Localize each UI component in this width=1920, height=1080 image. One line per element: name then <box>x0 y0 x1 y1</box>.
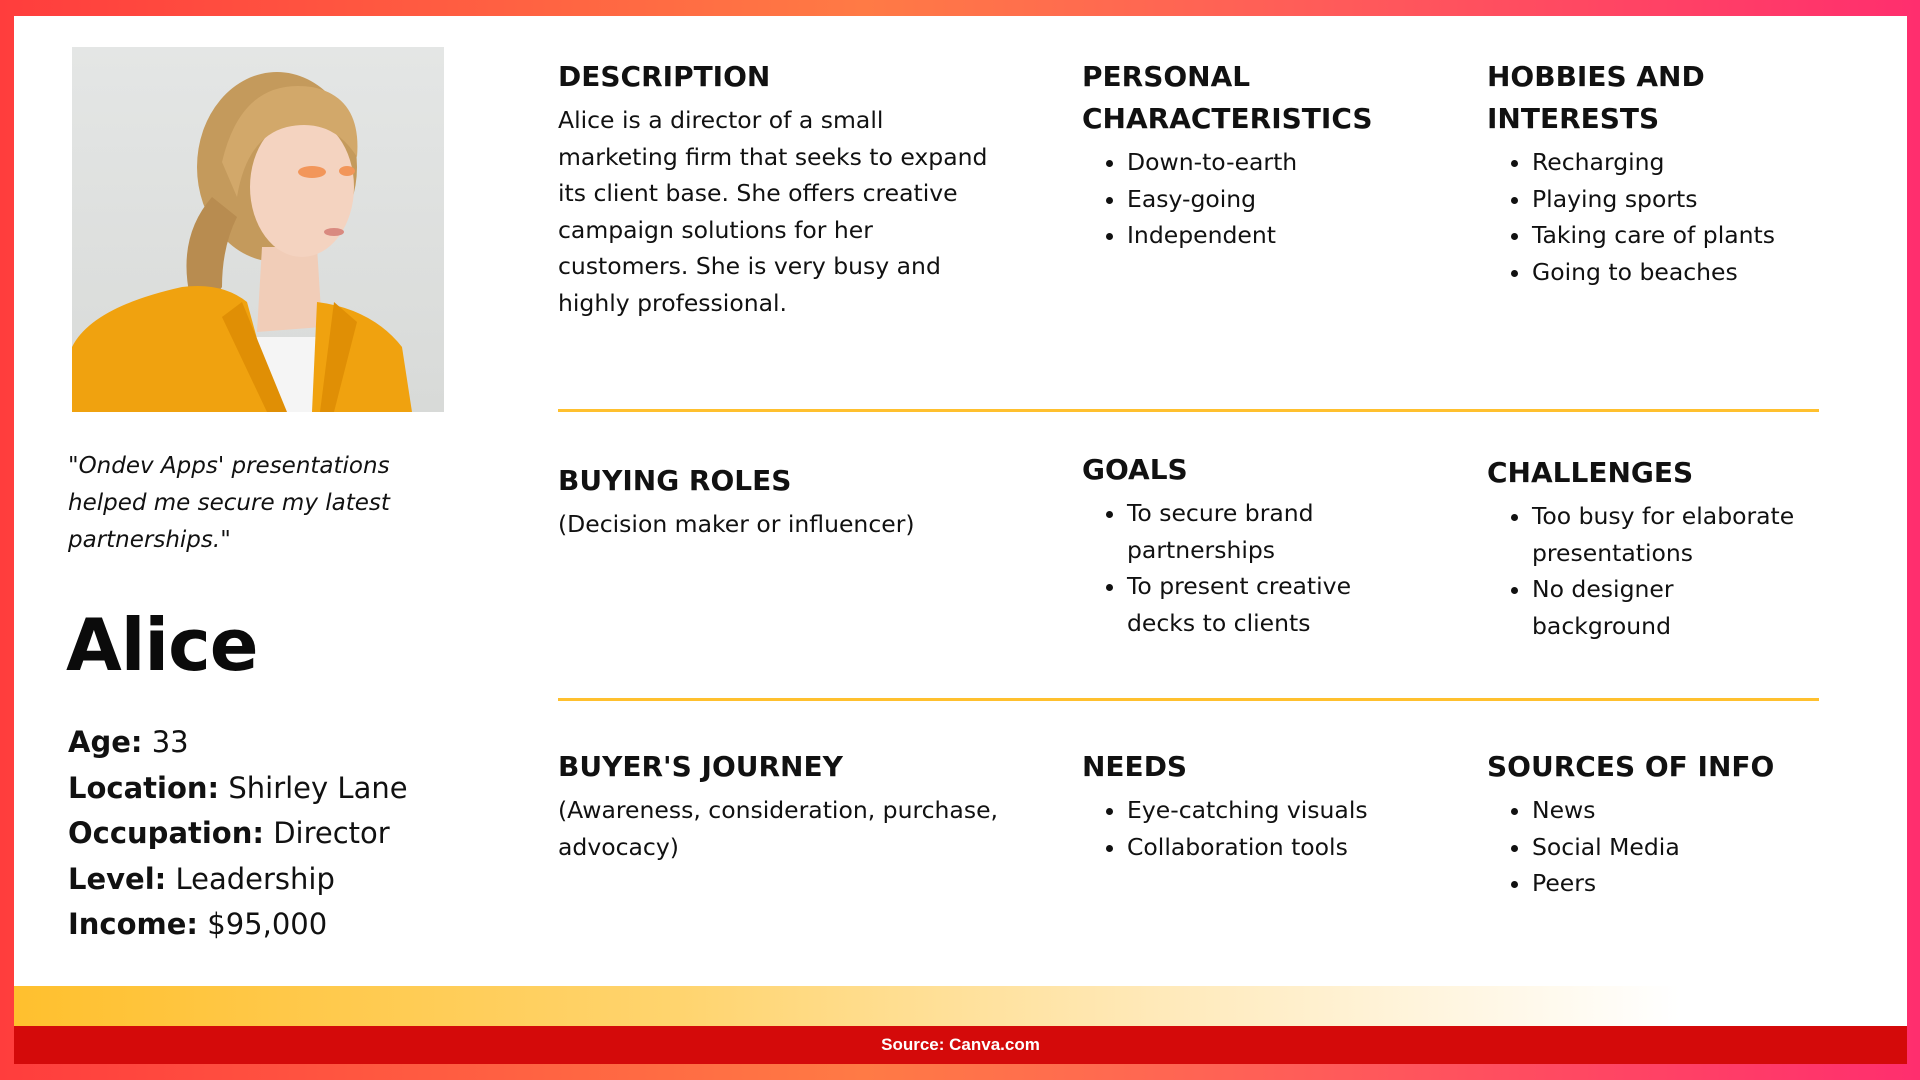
section-sources-of-info <box>1487 746 1817 902</box>
fact-location <box>68 766 408 812</box>
section-title: SOURCES OF INFO <box>1487 750 1775 783</box>
fact-occupation <box>68 811 408 857</box>
list-item: • To secure brand partnerships <box>1127 495 1412 568</box>
section-title: CHALLENGES <box>1487 456 1694 489</box>
list-item: • To present creative decks to clients <box>1127 568 1412 641</box>
section-title: BUYER'S JOURNEY <box>558 750 843 783</box>
section-text: Alice is a director of a small marketing firm that seeks to expand its client base. She offers creative campaign solutions for her customers. She is very busy and highly professional. <box>558 106 988 317</box>
section-buying-roles <box>558 460 998 543</box>
fact-age <box>68 720 408 766</box>
fact-label: Level: <box>68 861 167 896</box>
list-item: • Taking care of plants <box>1532 217 1817 254</box>
list-item: • Independent <box>1127 217 1462 254</box>
persona-facts <box>68 720 408 948</box>
fact-label: Age: <box>68 725 143 759</box>
list-item: • Going to beaches <box>1532 254 1817 291</box>
source-footer <box>14 1026 1907 1064</box>
section-title: DESCRIPTION <box>558 60 771 93</box>
fact-income <box>68 902 408 948</box>
source-text: Source: Canva.com <box>881 1035 1040 1054</box>
fact-value: $95,000 <box>207 907 328 941</box>
fact-label: Income: <box>68 907 199 941</box>
fact-label: Occupation: <box>68 816 264 850</box>
section-description <box>558 56 998 321</box>
section-challenges <box>1487 452 1817 644</box>
persona-photo <box>72 47 444 412</box>
list-item: • News <box>1532 792 1817 829</box>
challenges-list <box>1487 498 1817 644</box>
persona-name: Alice <box>66 603 258 687</box>
list-item: • Too busy for elaborate presentations <box>1532 498 1817 571</box>
divider-top <box>558 409 1819 412</box>
persona-card <box>14 16 1907 1028</box>
list-item: • No designer background <box>1532 571 1817 644</box>
section-title: BUYING ROLES <box>558 464 792 497</box>
section-title: NEEDS <box>1082 750 1188 783</box>
list-item: • Social Media <box>1532 829 1817 866</box>
section-title: GOALS <box>1082 453 1188 486</box>
persona-portrait-illustration <box>72 47 444 412</box>
list-item: • Peers <box>1532 865 1817 902</box>
hobbies-list <box>1487 144 1817 290</box>
needs-list <box>1082 792 1462 865</box>
section-title: HOBBIES AND INTERESTS <box>1487 60 1705 135</box>
section-text: (Awareness, consideration, purchase, advocacy) <box>558 796 998 861</box>
section-title: PERSONAL CHARACTERISTICS <box>1082 60 1373 135</box>
fact-value: Shirley Lane <box>228 770 408 805</box>
goals-list <box>1082 495 1412 641</box>
decorative-yellow-band <box>14 986 1907 1028</box>
fact-level <box>68 857 408 903</box>
sources-list <box>1487 792 1817 902</box>
divider-bottom <box>558 698 1819 701</box>
persona-quote: "Ondev Apps' presentations helped me secure my latest partnerships." <box>68 453 390 553</box>
section-buyers-journey <box>558 746 1018 865</box>
list-item: • Collaboration tools <box>1127 829 1462 866</box>
section-needs <box>1082 746 1462 865</box>
fact-value: Director <box>273 816 390 850</box>
fact-value: Leadership <box>175 861 335 896</box>
section-personal-characteristics <box>1082 56 1462 254</box>
fact-value: 33 <box>151 725 189 759</box>
list-item: • Eye-catching visuals <box>1127 792 1462 829</box>
section-text: (Decision maker or influencer) <box>558 510 915 538</box>
list-item: • Down-to-earth <box>1127 144 1462 181</box>
list-item: • Playing sports <box>1532 181 1817 218</box>
personal-list <box>1082 144 1462 254</box>
section-goals <box>1082 449 1412 641</box>
section-hobbies <box>1487 56 1817 290</box>
list-item: • Recharging <box>1532 144 1817 181</box>
list-item: • Easy-going <box>1127 181 1462 218</box>
fact-label: Location: <box>68 770 220 805</box>
